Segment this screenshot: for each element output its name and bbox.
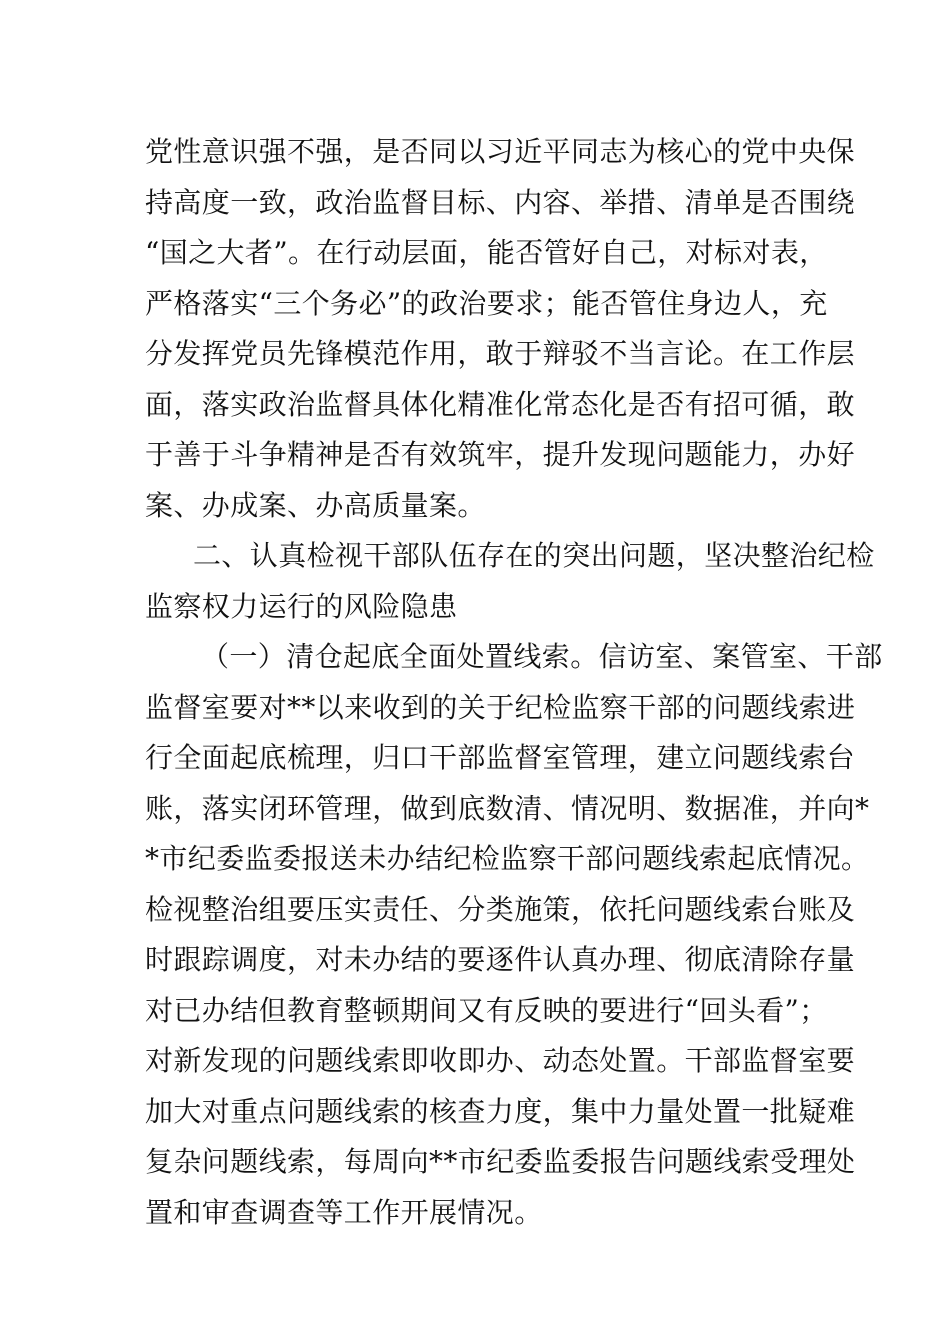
text-line: 监督室要对**以来收到的关于纪检监察干部的问题线索进 xyxy=(145,690,856,724)
text-line: 于善于斗争精神是否有效筑牢，提升发现问题能力，办好 xyxy=(145,438,856,471)
subsection-line: （一）清仓起底全面处置线索。信访室、案管室、干部 xyxy=(201,640,883,673)
section-heading-line: 二、认真检视干部队伍存在的突出问题，坚决整治纪检 xyxy=(193,539,875,572)
text-line: 复杂问题线索，每周向**市纪委监委报告问题线索受理处 xyxy=(145,1145,856,1178)
text-line: 案、办成案、办高质量案。 xyxy=(145,488,486,522)
text-line: 对新发现的问题线索即收即办、动态处置。干部监督室要 xyxy=(145,1044,856,1077)
text-line: 时跟踪调度，对未办结的要逐件认真办理、彻底清除存量 xyxy=(145,943,856,976)
text-line: “国之大者”。在行动层面，能否管好自己，对标对表， xyxy=(145,236,828,269)
text-line: *市纪委监委报送未办结纪检监察干部问题线索起底情况。 xyxy=(145,842,870,875)
text-line: 分发挥党员先锋模范作用，敢于辩驳不当言论。在工作层 xyxy=(145,337,856,370)
text-line: 面，落实政治监督具体化精准化常态化是否有招可循，敢 xyxy=(145,387,856,421)
text-line: 严格落实“三个务必”的政治要求；能否管住身边人，充 xyxy=(145,286,828,320)
text-line: 加大对重点问题线索的核查力度，集中力量处置一批疑难 xyxy=(145,1094,856,1128)
body-text xyxy=(145,127,883,1238)
text-line: 检视整治组要压实责任、分类施策，依托问题线索台账及 xyxy=(145,892,856,926)
section-heading-line: 监察权力运行的风险隐患 xyxy=(145,589,458,623)
text-line: 行全面起底梳理，归口干部监督室管理，建立问题线索台 xyxy=(145,741,856,774)
text-line: 持高度一致，政治监督目标、内容、举措、清单是否围绕 xyxy=(145,185,856,219)
text-line: 党性意识强不强，是否同以习近平同志为核心的党中央保 xyxy=(145,135,856,168)
text-line: 账，落实闭环管理，做到底数清、情况明、数据准，并向* xyxy=(145,791,870,825)
text-line: 对已办结但教育整顿期间又有反映的要进行“回头看”； xyxy=(145,993,828,1027)
text-line: 置和审查调查等工作开展情况。 xyxy=(145,1195,543,1229)
